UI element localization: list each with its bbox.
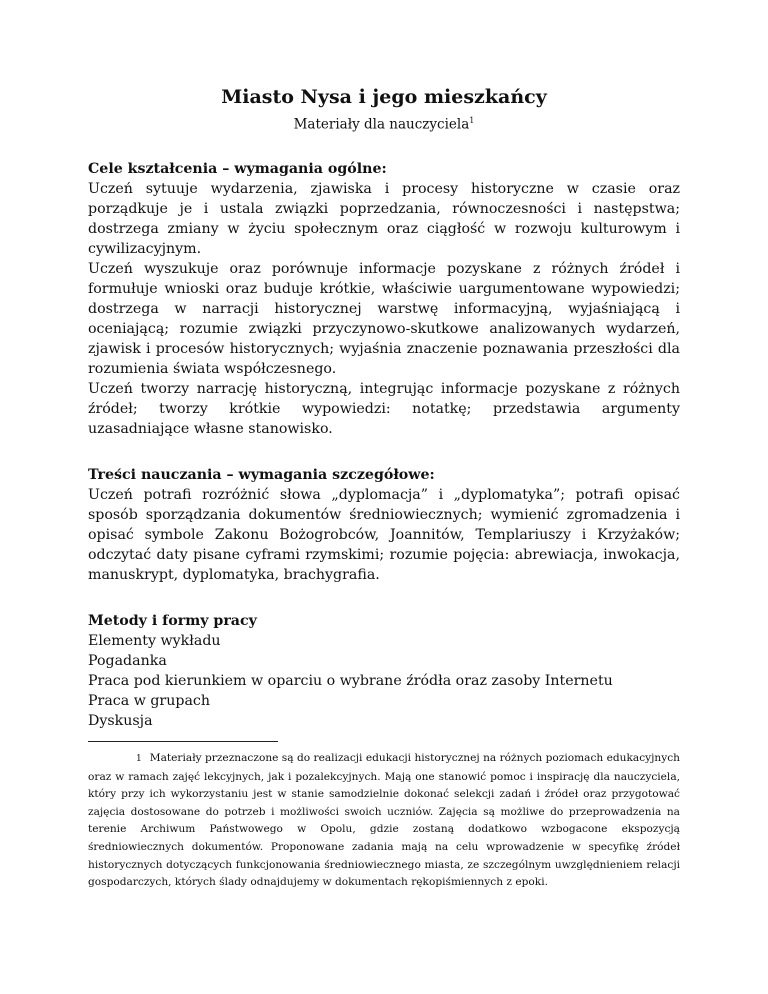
methods-item-discussion: Dyskusja: [88, 712, 153, 729]
goals-paragraph-1: Uczeń sytuuje wydarzenia, zjawiska i procesy historyczne w czasie oraz porządkuje je i ustala związki poprzedzania, równoczesności i następstwa; dostrzega zmiany w życiu społecznym oraz ciągłość w rozwoju kulturowym i cywilizacyjnym.: [88, 180, 680, 257]
section-goals: [88, 159, 680, 439]
section-content-heading: Treści nauczania – wymagania szczegółowe:: [88, 466, 435, 483]
footnote-text: Materiały przeznaczone są do realizacji edukacji historycznej na różnych poziomach edukacyjnych oraz w ramach zajęć lekcyjnych, jak i pozalekcyjnych. Mają one stanowić pomoc i inspirację dla nauczyciela, który przy ich wykorzystaniu jest w stanie samodzielnie dokonać selekcji zadań i źródeł oraz przygotować zajęcia dostosowane do potrzeb i możliwości swoich uczniów. Zajęcia są możliwe do przeprowadzenia na terenie Archiwum Państwowego w Opolu, gdzie zostaną dodatkowo wzbogacone ekspozycją średniowiecznych dokumentów. Proponowane zadania mają na celu wprowadzenie w specyfikę źródeł historycznych dotyczących funkcjonowania średniowiecznego miasta, ze szczególnym uwzględnieniem relacji gospodarczych, których ślady odnajdujemy w dokumentach rękopiśmiennych z epoki.: [88, 752, 680, 889]
content-paragraph: Uczeń potrafi rozróżnić słowa „dyplomacja” i „dyplomatyka”; potrafi opisać sposób sporządzania dokumentów średniowiecznych; wymienić zgromadzenia i opisać symbole Zakonu Bożogrobców, Joannitów, Templariuszy i Krzyżaków; odczytać daty pisane cyframi rzymskimi; rozumie pojęcia: abrewiacja, inwokacja, manuskrypt, dyplomatyka, brachygrafia.: [88, 486, 680, 583]
methods-item-talk: Pogadanka: [88, 652, 167, 669]
methods-item-group-work: Praca w grupach: [88, 692, 210, 709]
document-title: Miasto Nysa i jego mieszkańcy: [221, 86, 547, 108]
footnote-reference[interactable]: 1: [469, 116, 475, 125]
footnote-mark: 1: [136, 754, 142, 764]
goals-paragraph-3: Uczeń tworzy narrację historyczną, integrując informacje pozyskane z różnych źródeł; tworzy krótkie wypowiedzi: notatkę; przedstawia argumenty uzasadniające własne stanowisko.: [88, 380, 680, 437]
section-goals-heading: Cele kształcenia – wymagania ogólne:: [88, 160, 387, 177]
section-methods-heading: Metody i formy pracy: [88, 612, 257, 629]
methods-item-guided-work: Praca pod kierunkiem w oparciu o wybrane źródła oraz zasoby Internetu: [88, 672, 613, 689]
subtitle-text: Materiały dla nauczyciela: [293, 116, 470, 133]
methods-item-lecture: Elementy wykładu: [88, 632, 221, 649]
document-subtitle: [88, 112, 680, 134]
section-methods: [88, 611, 680, 731]
footnote: [88, 750, 680, 892]
document-page: [88, 84, 680, 731]
footnote-separator: [88, 741, 278, 742]
section-content: [88, 465, 680, 585]
goals-paragraph-2: Uczeń wyszukuje oraz porównuje informacje pozyskane z różnych źródeł i formułuje wnioski oraz buduje krótkie, właściwie uargumentowane wypowiedzi; dostrzega w narracji historycznej warstwę informacyjną, wyjaśniającą i oceniającą; rozumie związki przyczynowo-skutkowe analizowanych wydarzeń, zjawisk i procesów historycznych; wyjaśnia znaczenie poznawania przeszłości dla rozumienia świata współczesnego.: [88, 260, 680, 377]
